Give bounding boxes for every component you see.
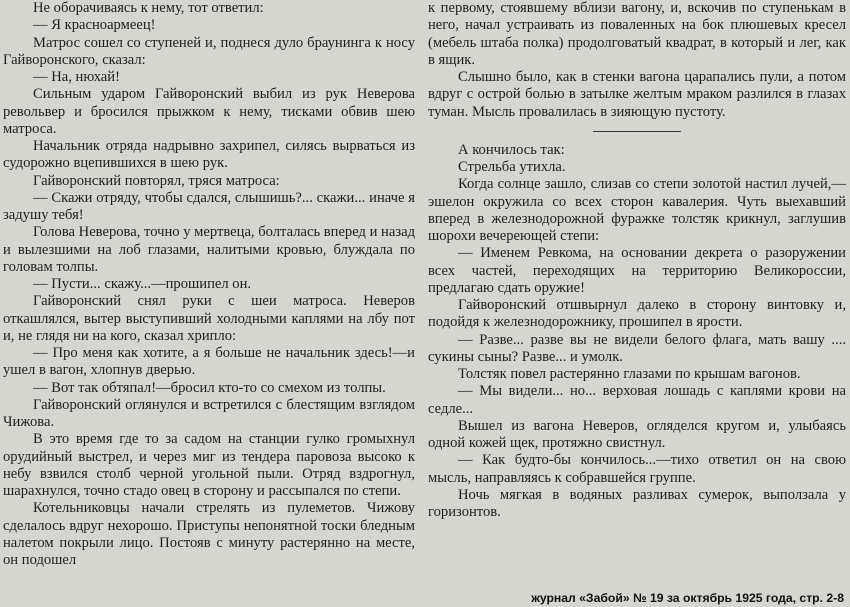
paragraph: — Вот так обтяпал!—бросил кто-то со смехом из толпы.: [33, 379, 386, 396]
paragraph: Голова Неверова, точно у мертвеца, болталась вперед и назад и вылезшими на лоб глазами, налитыми кровью, блуждала по головам толпы.: [3, 224, 415, 275]
paragraph: Котельниковцы начали стрелять из пулеметов. Чижову сделалось вдруг нехорошо. Приступы непонятной тоски бледным налетом покрыли лицо. Постояв с минуту растерянно на месте, он подошел: [3, 500, 415, 568]
paragraph: Гайворонский снял руки с шеи матроса. Неверов откашлялся, вытер выступивший холодными каплями на лбу пот и, не глядя ни на кого, сказал хрипло:: [3, 293, 415, 344]
paragraph: В это время где то за садом на станции гулко громыхнул орудийный выстрел, и через миг из тендера паровоза высоко к небу взвился столб черной угольной пыли. Отряд вздрогнул, шарахнулся, точно стадо овец в сторону и рассыпался по степи.: [3, 431, 415, 499]
paragraph: Слышно было, как в стенки вагона царапались пули, а потом вдруг с острой болью в затылке желтым мраком разлился в глазах туман. Мысль провалилась в зияющую пустоту.: [428, 69, 846, 120]
paragraph: — Пусти... скажу...—прошипел он.: [33, 276, 252, 292]
paragraph: Сильным ударом Гайворонский выбил из рук Неверова револьвер и бросился прыжком к нему, тисками обвив шею матроса.: [3, 86, 415, 137]
section-divider: [593, 131, 681, 132]
paragraph: — Именем Ревкома, на основании декрета о разоружении всех частей, переходящих на территорию Великороссии, предлагаю сдать оружие!: [428, 245, 846, 296]
paragraph: Вышел из вагона Неверов, огляделся кругом и, улыбаясь одной кожей щек, протяжно свистнул.: [428, 417, 846, 451]
paragraph: — Я красноармеец!: [33, 17, 156, 34]
paragraph: А кончилось так:: [458, 141, 565, 158]
paragraph: — Разве... разве вы не видели белого флага, мать вашу .... сукины сыны? Разве... и умолк.: [428, 331, 846, 365]
paragraph: Матрос сошел со ступеней и, поднеся дуло браунинга к носу Гайворонского, сказал:: [3, 34, 415, 68]
paragraph: Когда солнце зашло, слизав со степи золотой настил лучей,—эшелон окружила со всех сторон кавалерия. Чуть выехавший вперед в железнодорожной фуражке толстяк крикнул, заглушив шорохи вечереющей степи:: [428, 176, 846, 244]
paragraph: — Как будто-бы кончилось...—тихо ответил он на свою мысль, направляясь к собравшейся группе.: [428, 452, 846, 486]
paragraph: Ночь мягкая в водяных разливах сумерок, выползала у горизонтов.: [428, 486, 846, 520]
source-caption: журнал «Забой» № 19 за октябрь 1925 года, стр. 2-8: [531, 591, 844, 605]
paragraph: Гайворонский повторял, тряся матроса:: [33, 172, 280, 189]
paragraph: Начальник отряда надрывно захрипел, силясь вырваться из судорожно вцепившихся в шею рук.: [3, 138, 415, 172]
paragraph: — На, нюхай!: [33, 69, 120, 85]
paragraph: Не оборачиваясь к нему, тот ответил:: [33, 0, 264, 16]
paragraph: к первому, стоявшему вблизи вагону, и, вскочив по ступенькам в него, начал устраивать из поваленных на бок плюшевых кресел (мебель штаба полка) продолговатый квадрат, в который и лег, как в ящик.: [428, 0, 846, 68]
left-column: [3, 0, 415, 569]
paragraph: Гайворонский отшвырнул далеко в сторону винтовку и, подойдя к железнодорожнику, прошипел в ярости.: [428, 297, 846, 331]
paragraph: Стрельба утихла.: [458, 159, 566, 175]
paragraph: Толстяк повел растерянно глазами по крышам вагонов.: [458, 366, 801, 382]
paragraph: Гайворонский оглянулся и встретился с блестящим взглядом Чижова.: [3, 396, 415, 430]
paragraph: — Скажи отряду, чтобы сдался, слышишь?... скажи... иначе я задушу тебя!: [3, 189, 415, 223]
paragraph: — Мы видели... но... верховая лошадь с каплями крови на седле...: [428, 383, 846, 417]
paragraph: — Про меня как хотите, а я больше не начальник здесь!—и ушел в вагон, хлопнув дверью.: [3, 345, 415, 379]
right-column: [428, 0, 846, 521]
